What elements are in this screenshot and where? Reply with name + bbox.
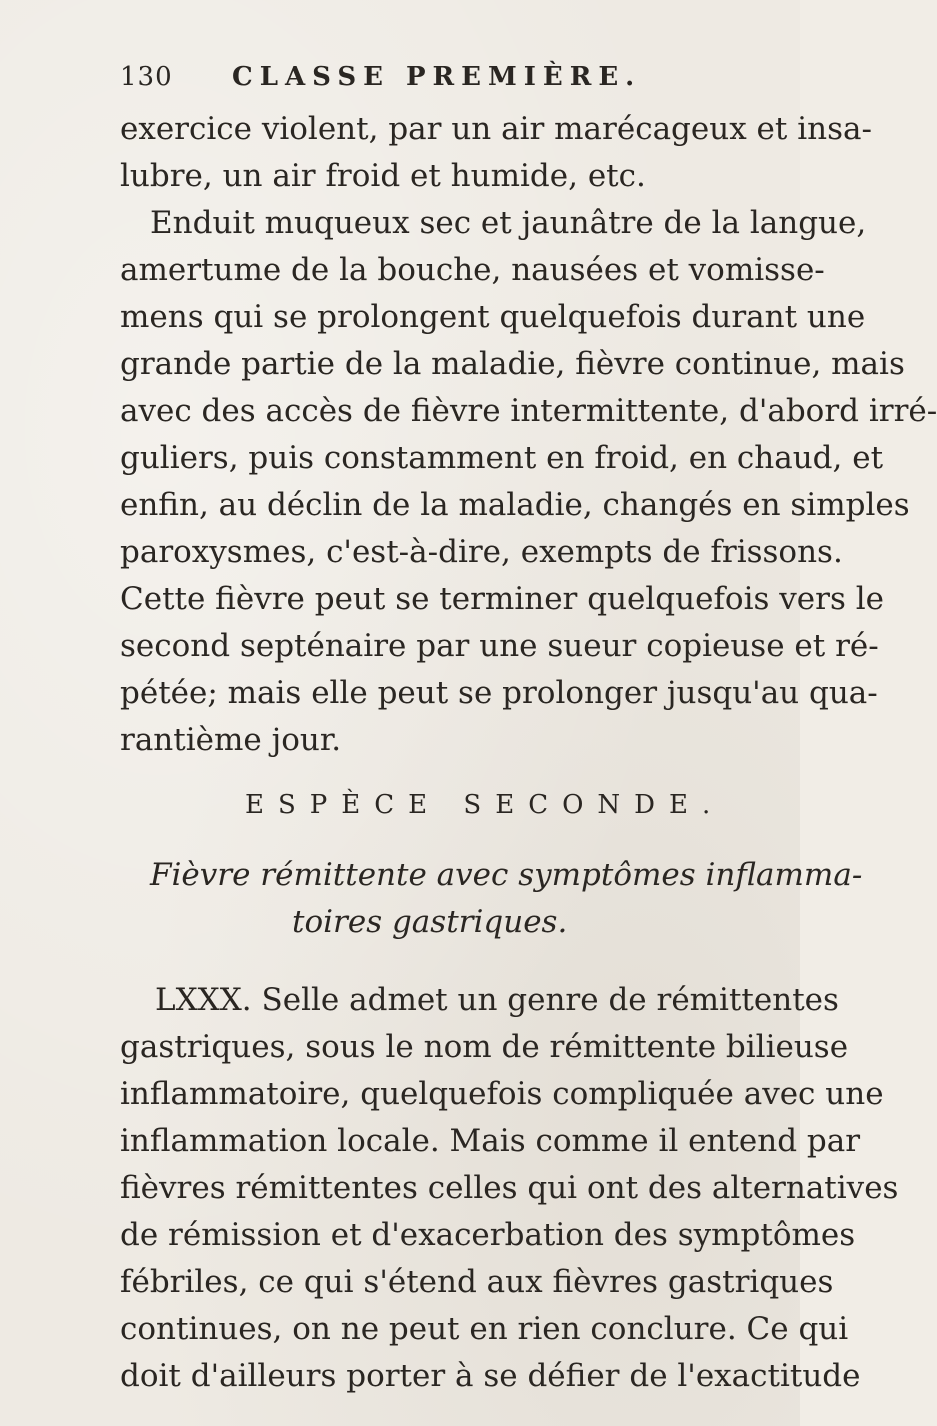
text-line: guliers, puis constamment en froid, en chaud, et [120,440,884,476]
running-title: CLASSE PREMIÈRE. [232,62,642,92]
text-line: exercice violent, par un air marécageux et insa- [120,111,872,147]
text-line: paroxysmes, c'est-à-dire, exempts de frissons. [120,534,843,570]
text-line: mens qui se prolongent quelquefois durant une [120,299,866,335]
text-line: fièvres rémittentes celles qui ont des alternatives [120,1170,899,1206]
text-line: amertume de la bouche, nausées et vomisse- [120,252,825,288]
text-line: rantième jour. [120,722,342,758]
text-line: de rémission et d'exacerbation des symptômes [120,1217,856,1253]
text-line: LXXX. Selle admet un genre de rémittentes [155,982,839,1018]
text-line: fébriles, ce qui s'étend aux fièvres gastriques [120,1264,834,1300]
section-title-line: toires gastriques. [292,904,568,940]
running-header [120,62,720,98]
section-heading: ESPÈCE SECONDE. [245,790,725,820]
text-line: pétée; mais elle peut se prolonger jusqu'au qua- [120,675,878,711]
text-line: Cette fièvre peut se terminer quelquefois vers le [120,581,884,617]
text-line: inflammation locale. Mais comme il entend par [120,1123,861,1159]
text-line: Enduit muqueux sec et jaunâtre de la langue, [150,205,867,241]
text-line: inflammatoire, quelquefois compliquée avec une [120,1076,884,1112]
text-line: continues, on ne peut en rien conclure. Ce qui [120,1311,849,1347]
section-title-line: Fièvre rémittente avec symptômes inflamma- [150,857,863,893]
text-line: avec des accès de fièvre intermittente, d'abord irré- [120,393,937,429]
text-line: lubre, un air froid et humide, etc. [120,158,646,194]
text-line: enfin, au déclin de la maladie, changés en simples [120,487,910,523]
text-line: gastriques, sous le nom de rémittente bilieuse [120,1029,849,1065]
text-line: grande partie de la maladie, fièvre continue, mais [120,346,905,382]
text-line: doit d'ailleurs porter à se défier de l'exactitude [120,1358,861,1394]
text-line: second septénaire par une sueur copieuse et ré- [120,628,879,664]
page-number: 130 [120,62,173,92]
